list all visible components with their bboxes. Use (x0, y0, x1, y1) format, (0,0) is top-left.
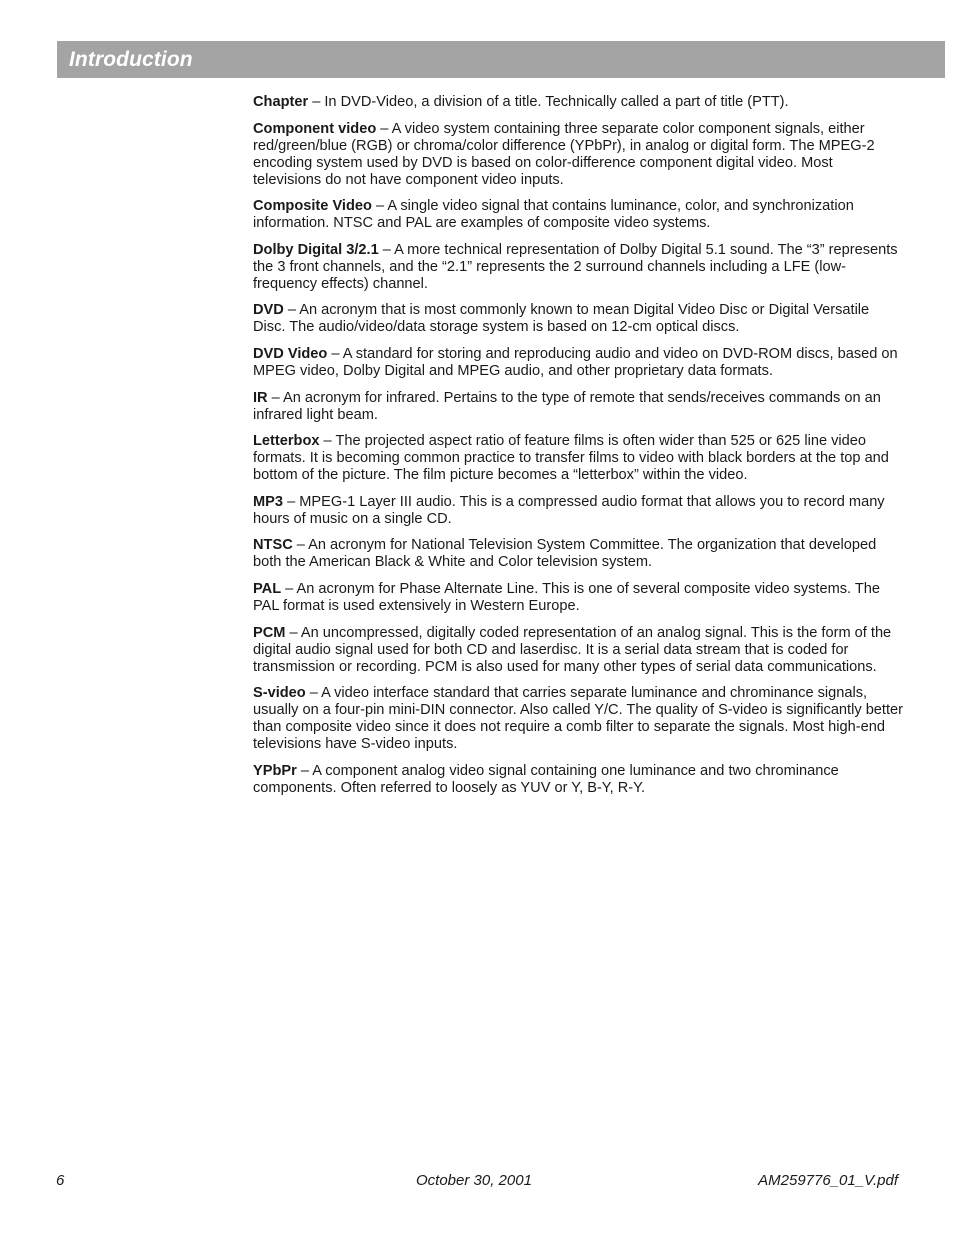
glossary-entry-composite-video (253, 198, 903, 232)
glossary-entry-pal (253, 581, 903, 615)
glossary-entry-ypbpr (253, 763, 903, 797)
glossary-definition: – An acronym for infrared. Pertains to the type of remote that sends/receives commands on an infrared light beam. (253, 389, 881, 423)
glossary-term: Composite Video (253, 198, 372, 215)
glossary-definition: – In DVD-Video, a division of a title. Technically called a part of title (PTT). (308, 94, 789, 110)
glossary-term: PCM (253, 624, 286, 641)
footer-date: October 30, 2001 (416, 1172, 532, 1189)
glossary-definition: – An uncompressed, digitally coded representation of an analog signal. This is the form of the digital audio signal used for both CD and laserdisc. It is a serial data stream that is coded for transmission or recording. PCM is also used for many other types of serial data communications. (253, 624, 892, 675)
glossary-definition: – An acronym for Phase Alternate Line. This is one of several composite video systems. The PAL format is used extensively in Western Europe. (253, 580, 881, 614)
glossary-entry-chapter (253, 94, 903, 111)
glossary-definition: – A more technical representation of Dolby Digital 5.1 sound. The “3” represents the 3 front channels, and the “2.1” represents the 2 surround channels including a LFE (low-frequency effects) channel. (253, 241, 898, 292)
glossary-term: DVD (253, 302, 284, 319)
glossary-definition: – MPEG-1 Layer III audio. This is a compressed audio format that allows you to record many hours of music on a single CD. (253, 493, 885, 527)
glossary-term: IR (253, 389, 268, 406)
glossary-entry-dvd (253, 302, 903, 336)
glossary-term: S-video (253, 685, 306, 702)
glossary-entry-dolby-digital (253, 242, 903, 293)
glossary-definition: – A video interface standard that carries separate luminance and chrominance signals, usually on a four-pin mini-DIN connector. Also called Y/C. The quality of S-video is significantly better than composite video since it does not require a comb filter to separate the signals. Most high-end televisions have S-video inputs. (253, 685, 904, 753)
glossary-definition: – A standard for storing and reproducing audio and video on DVD-ROM discs, based on MPEG video, Dolby Digital and MPEG audio, and other proprietary data formats. (253, 345, 898, 379)
glossary-list (253, 94, 903, 806)
glossary-term: YPbPr (253, 762, 297, 779)
glossary-term: DVD Video (253, 345, 328, 362)
glossary-entry-letterbox (253, 433, 903, 484)
footer-filename: AM259776_01_V.pdf (758, 1172, 898, 1189)
glossary-definition: – An acronym for National Television System Committee. The organization that developed both the American Black & White and Color television system. (253, 537, 877, 571)
glossary-entry-pcm (253, 625, 903, 676)
glossary-term: PAL (253, 580, 282, 597)
glossary-term: NTSC (253, 537, 293, 554)
glossary-entry-dvd-video (253, 346, 903, 380)
glossary-entry-s-video (253, 685, 903, 753)
glossary-term: Letterbox (253, 433, 320, 450)
glossary-definition: – A single video signal that contains luminance, color, and synchronization information. NTSC and PAL are examples of composite video systems. (253, 198, 854, 232)
section-title: Introduction (69, 47, 193, 71)
footer-page-number: 6 (56, 1172, 65, 1189)
glossary-term: Chapter (253, 94, 309, 110)
glossary-term: MP3 (253, 493, 284, 510)
glossary-entry-component-video (253, 121, 903, 189)
glossary-entry-ir (253, 390, 903, 424)
glossary-term: Component video (253, 120, 377, 137)
glossary-entry-ntsc (253, 537, 903, 571)
glossary-definition: – The projected aspect ratio of feature films is often wider than 525 or 625 line video formats. It is becoming common practice to transfer films to video with black borders at the top and bottom of the picture. The film picture becomes a “letterbox” within the video. (253, 433, 889, 484)
glossary-definition: – An acronym that is most commonly known to mean Digital Video Disc or Digital Versatile Disc. The audio/video/data storage system is based on 12-cm optical discs. (253, 302, 870, 336)
glossary-definition: – A video system containing three separate color component signals, either red/green/blue (RGB) or chroma/color difference (YPbPr), in analog or digital form. The MPEG-2 encoding system used by DVD is based on color-difference component digital video. Most televisions do not have component video inputs. (253, 120, 875, 188)
glossary-entry-mp3 (253, 494, 903, 528)
glossary-term: Dolby Digital 3/2.1 (253, 241, 379, 258)
section-header-bar (57, 41, 945, 78)
glossary-definition: – A component analog video signal containing one luminance and two chrominance components. Often referred to loosely as YUV or Y, B-Y, R-Y. (253, 762, 839, 796)
